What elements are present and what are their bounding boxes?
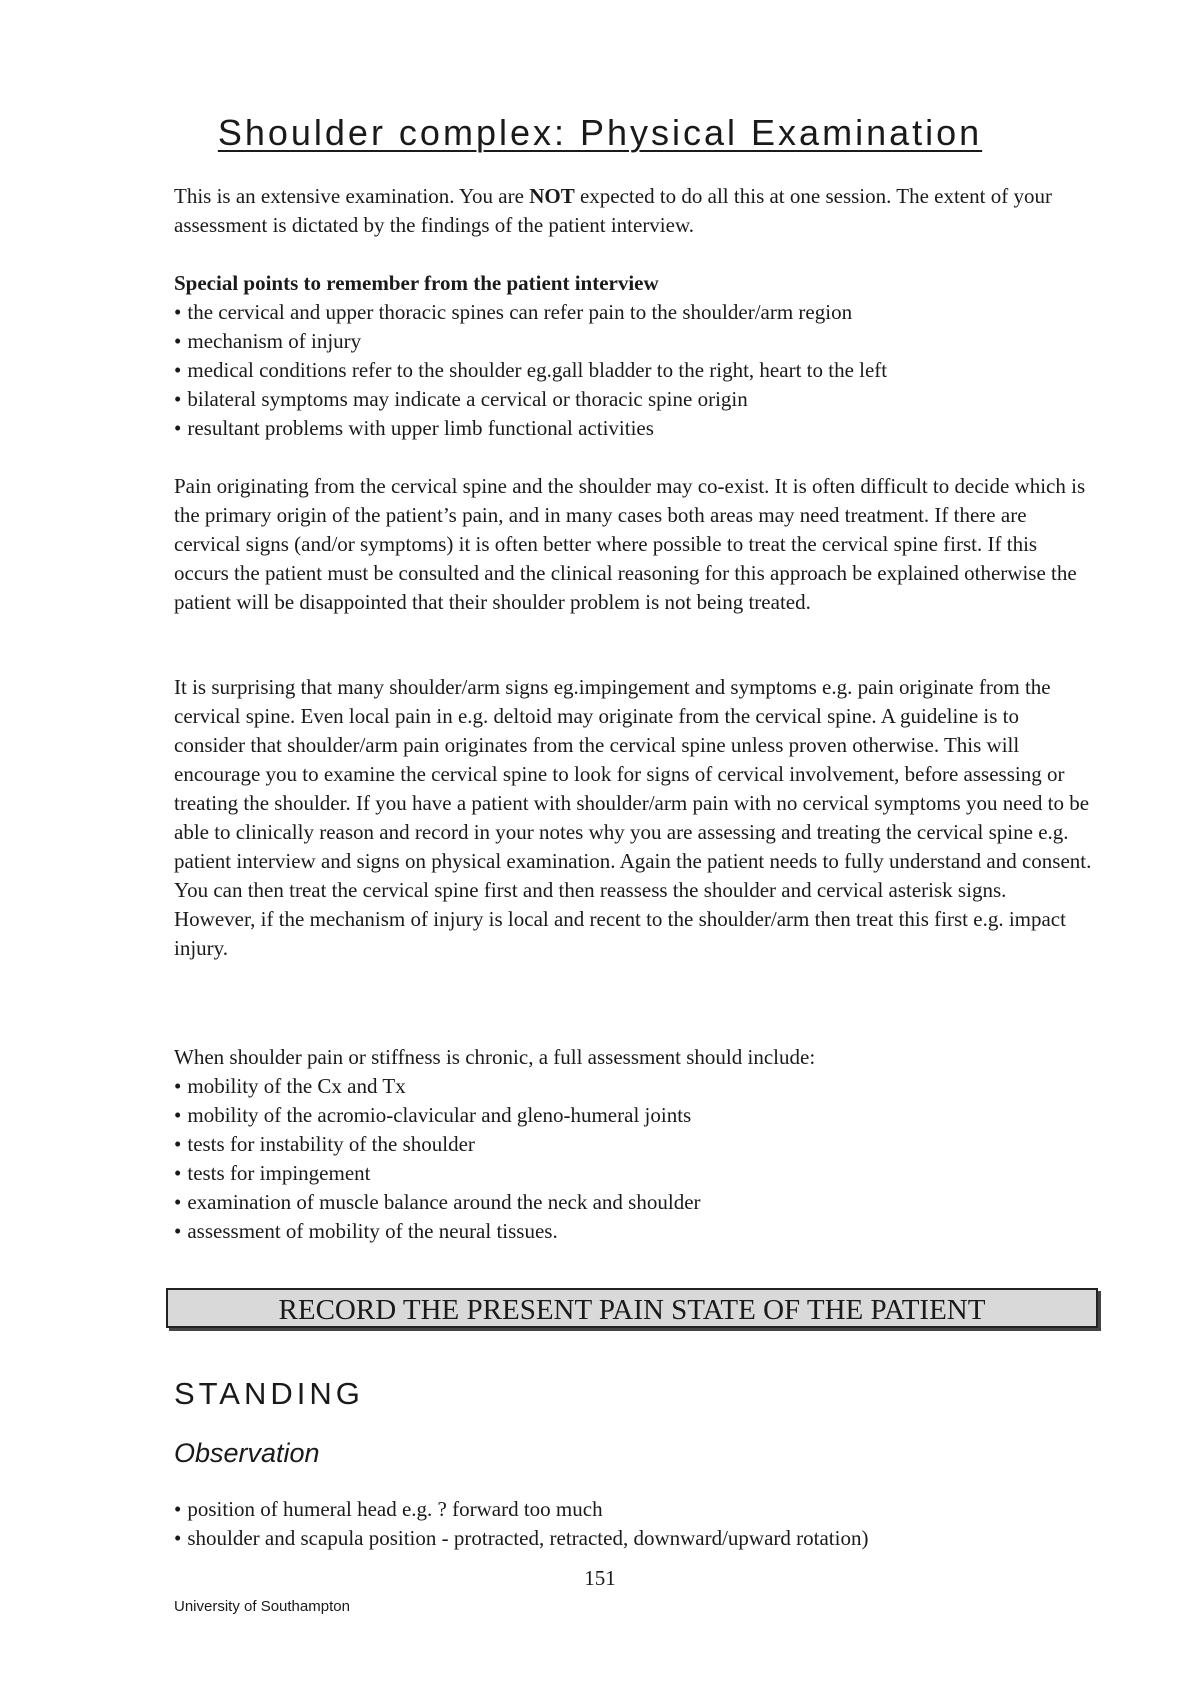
special-points-section: [174, 269, 1094, 443]
list-item: • mobility of the Cx and Tx: [174, 1072, 1094, 1101]
chronic-assessment-section: [174, 1043, 1094, 1246]
list-item: • examination of muscle balance around the neck and shoulder: [174, 1188, 1094, 1217]
pain-state-banner: RECORD THE PRESENT PAIN STATE OF THE PATIENT: [166, 1288, 1098, 1328]
list-item: • tests for instability of the shoulder: [174, 1130, 1094, 1159]
paragraph-cervical-origin: It is surprising that many shoulder/arm signs eg.impingement and symptoms e.g. pain originate from the cervical spine. Even local pain in e.g. deltoid may originate from the cervical spine. A guideline is to consider that shoulder/arm pain originates from the cervical spine unless proven otherwise. This will encourage you to examine the cervical spine to look for signs of cervical involvement, before assessing or treating the shoulder. If you have a patient with shoulder/arm pain with no cervical symptoms you need to be able to clinically reason and record in your notes why you are assessing and treating the cervical spine e.g. patient interview and signs on physical examination. Again the patient needs to fully understand and consent. You can then treat the cervical spine first and then reassess the shoulder and cervical asterisk signs. However, if the mechanism of injury is local and recent to the shoulder/arm then treat this first e.g. impact injury.: [174, 673, 1094, 963]
list-item: • tests for impingement: [174, 1159, 1094, 1188]
list-item: • shoulder and scapula position - protracted, retracted, downward/upward rotation): [174, 1524, 1094, 1553]
page-number: 151: [584, 1566, 616, 1590]
footer-institution: University of Southampton: [174, 1598, 350, 1615]
observation-section: [174, 1495, 1094, 1553]
page-title: Shoulder complex: Physical Examination: [217, 112, 983, 153]
special-points-heading: Special points to remember from the patient interview: [174, 271, 659, 295]
paragraph-coexist: Pain originating from the cervical spine and the shoulder may co-exist. It is often difficult to decide which is the primary origin of the patient’s pain, and in many cases both areas may need treatment. If there are cervical signs (and/or symptoms) it is often better where possible to treat the cervical spine first. If this occurs the patient must be consulted and the clinical reasoning for this approach be explained otherwise the patient will be disappointed that their shoulder problem is not being treated.: [174, 474, 1086, 614]
section-heading-standing: STANDING: [174, 1376, 364, 1411]
chronic-assessment-list: [174, 1072, 1094, 1246]
intro-emphasis: NOT: [529, 184, 575, 208]
intro-paragraph: This is an extensive examination. You are NOT expected to do all this at one session. The extent of your assessment is dictated by the findings of the patient interview.: [174, 184, 1052, 237]
list-item: • resultant problems with upper limb functional activities: [174, 414, 1094, 443]
list-item: • mobility of the acromio-clavicular and gleno-humeral joints: [174, 1101, 1094, 1130]
list-item: • the cervical and upper thoracic spines can refer pain to the shoulder/arm region: [174, 298, 1094, 327]
list-item: • medical conditions refer to the shoulder eg.gall bladder to the right, heart to the left: [174, 356, 1094, 385]
list-item: • position of humeral head e.g. ? forward too much: [174, 1495, 1094, 1524]
observation-list: [174, 1495, 1094, 1553]
list-item: • mechanism of injury: [174, 327, 1094, 356]
special-points-list: [174, 298, 1094, 443]
chronic-lead: When shoulder pain or stiffness is chronic, a full assessment should include:: [174, 1045, 816, 1069]
subsection-heading-observation: Observation: [174, 1438, 320, 1468]
list-item: • assessment of mobility of the neural tissues.: [174, 1217, 1094, 1246]
paragraph-local-injury: However, if the mechanism of injury is local and recent to the shoulder/arm then treat this first e.g. impact injury.: [174, 907, 1066, 960]
list-item: • bilateral symptoms may indicate a cervical or thoracic spine origin: [174, 385, 1094, 414]
